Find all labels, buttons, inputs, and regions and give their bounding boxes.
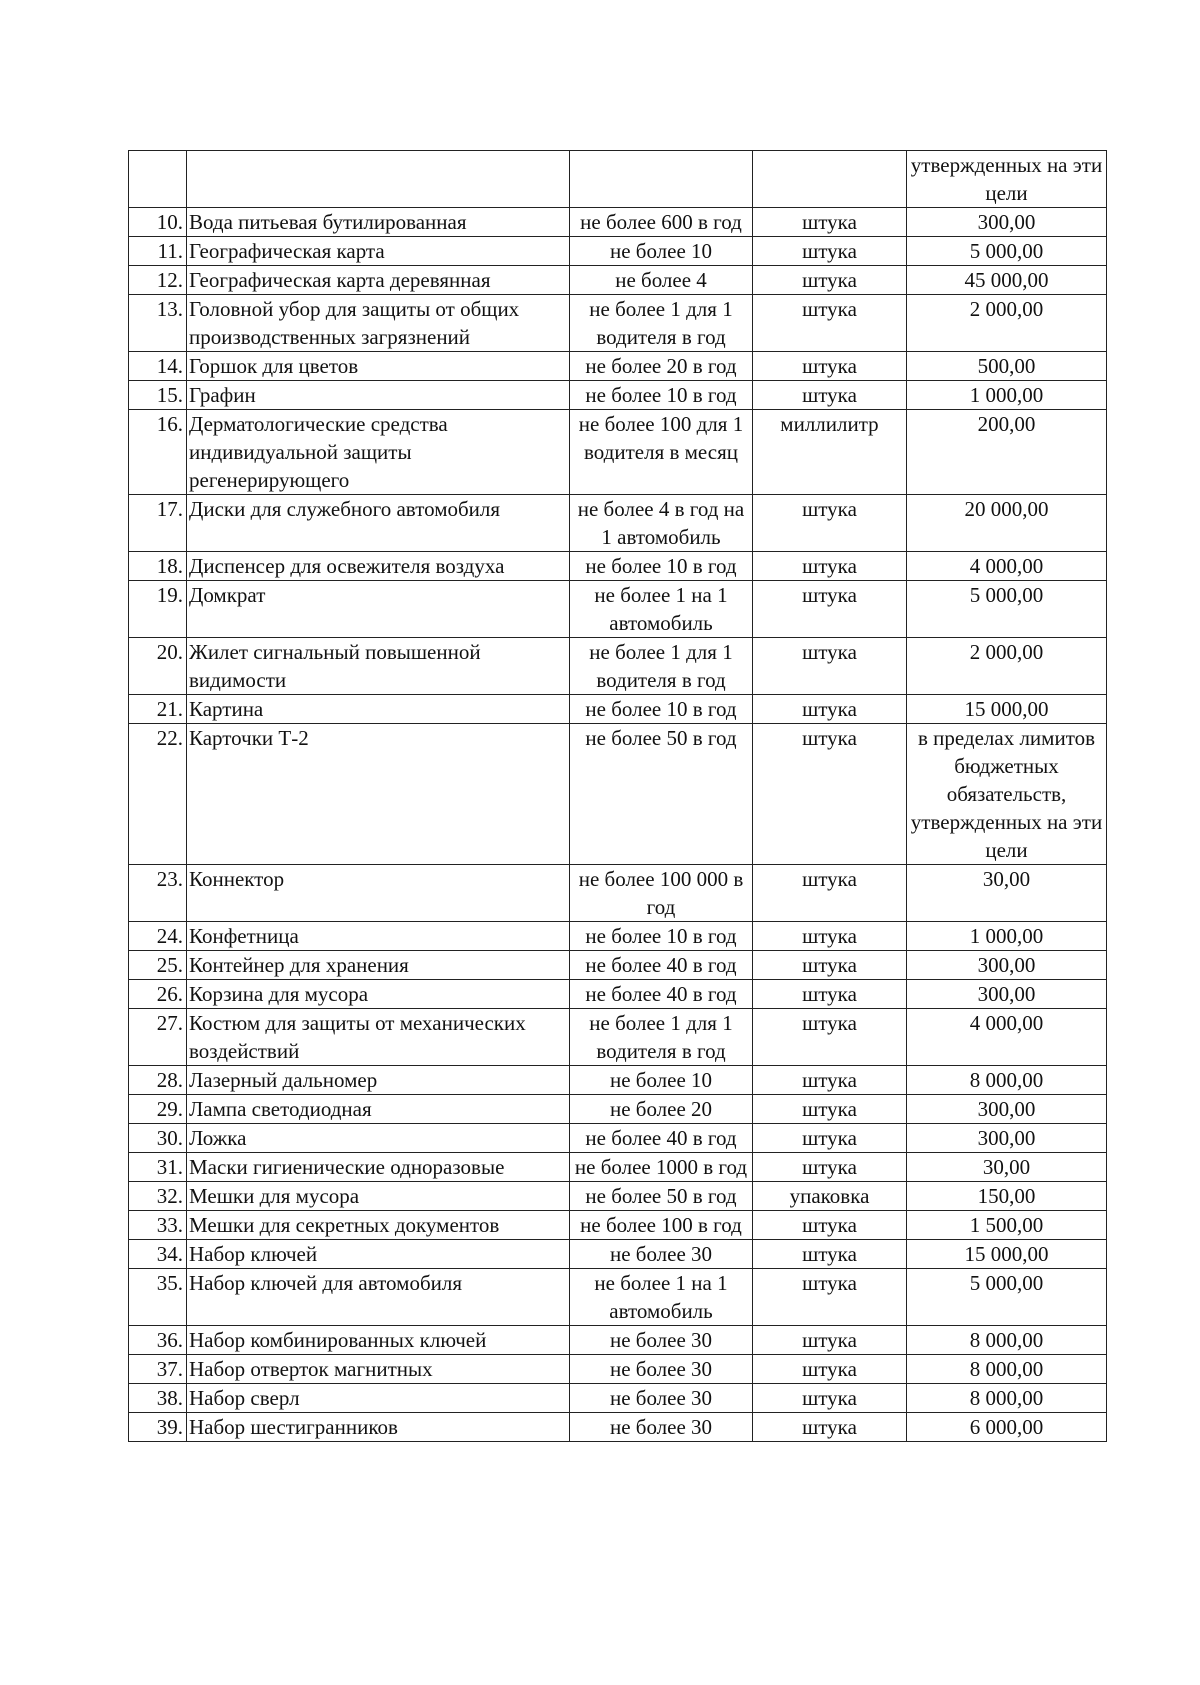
cell-price: 8 000,00: [907, 1384, 1107, 1413]
cell-price: 200,00: [907, 410, 1107, 495]
cell-num: 26.: [129, 980, 187, 1009]
cell-norm: не более 20: [570, 1095, 753, 1124]
cell-norm: не более 30: [570, 1240, 753, 1269]
cell-unit: штука: [753, 381, 907, 410]
cell-unit: штука: [753, 237, 907, 266]
cell-num: 37.: [129, 1355, 187, 1384]
cell-price: 8 000,00: [907, 1355, 1107, 1384]
table-row: [129, 208, 1107, 237]
table-row: [129, 1182, 1107, 1211]
table-row: [129, 352, 1107, 381]
cell-norm: [570, 151, 753, 208]
cell-num: 16.: [129, 410, 187, 495]
cell-num: 15.: [129, 381, 187, 410]
cell-norm: не более 4 в год на 1 автомобиль: [570, 495, 753, 552]
cell-name: Контейнер для хранения: [187, 951, 570, 980]
cell-name: Горшок для цветов: [187, 352, 570, 381]
cell-price: 4 000,00: [907, 552, 1107, 581]
cell-unit: штука: [753, 552, 907, 581]
cell-num: 24.: [129, 922, 187, 951]
cell-norm: не более 1 для 1 водителя в год: [570, 1009, 753, 1066]
table-row: [129, 1066, 1107, 1095]
cell-price: 30,00: [907, 865, 1107, 922]
cell-price: 2 000,00: [907, 638, 1107, 695]
cell-norm: не более 40 в год: [570, 980, 753, 1009]
cell-unit: штука: [753, 495, 907, 552]
cell-name: Лампа светодиодная: [187, 1095, 570, 1124]
table-row: [129, 381, 1107, 410]
cell-norm: не более 600 в год: [570, 208, 753, 237]
cell-norm: не более 30: [570, 1384, 753, 1413]
cell-name: Карточки Т-2: [187, 724, 570, 865]
items-table: [128, 150, 1107, 1442]
cell-price: 1 000,00: [907, 922, 1107, 951]
cell-unit: штука: [753, 1326, 907, 1355]
cell-num: 34.: [129, 1240, 187, 1269]
cell-num: 12.: [129, 266, 187, 295]
cell-unit: штука: [753, 352, 907, 381]
cell-num: 18.: [129, 552, 187, 581]
cell-price: 8 000,00: [907, 1066, 1107, 1095]
cell-price: 20 000,00: [907, 495, 1107, 552]
table-row: [129, 980, 1107, 1009]
table-row: [129, 865, 1107, 922]
cell-norm: не более 100 для 1 водителя в месяц: [570, 410, 753, 495]
cell-num: [129, 151, 187, 208]
cell-num: 32.: [129, 1182, 187, 1211]
cell-num: 23.: [129, 865, 187, 922]
cell-price: 45 000,00: [907, 266, 1107, 295]
cell-price: 500,00: [907, 352, 1107, 381]
table-row: [129, 581, 1107, 638]
cell-unit: штука: [753, 1153, 907, 1182]
table-row: [129, 695, 1107, 724]
cell-price: 4 000,00: [907, 1009, 1107, 1066]
cell-name: Дерматологические средства индивидуальной защиты регенерирующего: [187, 410, 570, 495]
table-row: [129, 1326, 1107, 1355]
cell-norm: не более 40 в год: [570, 951, 753, 980]
cell-unit: штука: [753, 638, 907, 695]
cell-unit: штука: [753, 951, 907, 980]
cell-num: 20.: [129, 638, 187, 695]
cell-name: Лазерный дальномер: [187, 1066, 570, 1095]
table-row: [129, 1153, 1107, 1182]
cell-norm: не более 30: [570, 1413, 753, 1442]
cell-price: 2 000,00: [907, 295, 1107, 352]
items-table-body: [129, 151, 1107, 1442]
cell-name: Мешки для мусора: [187, 1182, 570, 1211]
cell-unit: штука: [753, 1066, 907, 1095]
cell-price: 300,00: [907, 980, 1107, 1009]
table-row: [129, 951, 1107, 980]
table-row: [129, 410, 1107, 495]
cell-price: 15 000,00: [907, 695, 1107, 724]
cell-num: 29.: [129, 1095, 187, 1124]
cell-norm: не более 100 в год: [570, 1211, 753, 1240]
cell-unit: миллилитр: [753, 410, 907, 495]
cell-norm: не более 10 в год: [570, 552, 753, 581]
cell-norm: не более 30: [570, 1355, 753, 1384]
cell-num: 31.: [129, 1153, 187, 1182]
cell-unit: штука: [753, 865, 907, 922]
cell-price: 1 000,00: [907, 381, 1107, 410]
cell-name: Географическая карта: [187, 237, 570, 266]
cell-num: 11.: [129, 237, 187, 266]
cell-norm: не более 10: [570, 237, 753, 266]
cell-norm: не более 1 на 1 автомобиль: [570, 1269, 753, 1326]
cell-name: Головной убор для защиты от общих производственных загрязнений: [187, 295, 570, 352]
table-row: [129, 1009, 1107, 1066]
cell-name: Мешки для секретных документов: [187, 1211, 570, 1240]
cell-norm: не более 1000 в год: [570, 1153, 753, 1182]
table-row: [129, 237, 1107, 266]
cell-num: 13.: [129, 295, 187, 352]
cell-norm: не более 1 на 1 автомобиль: [570, 581, 753, 638]
cell-norm: не более 50 в год: [570, 724, 753, 865]
cell-norm: не более 10 в год: [570, 381, 753, 410]
cell-norm: не более 1 для 1 водителя в год: [570, 638, 753, 695]
table-row: [129, 1269, 1107, 1326]
cell-price: 15 000,00: [907, 1240, 1107, 1269]
cell-name: Костюм для защиты от механических воздействий: [187, 1009, 570, 1066]
cell-norm: не более 50 в год: [570, 1182, 753, 1211]
cell-norm: не более 40 в год: [570, 1124, 753, 1153]
cell-name: Набор сверл: [187, 1384, 570, 1413]
cell-name: Коннектор: [187, 865, 570, 922]
table-row: [129, 295, 1107, 352]
cell-name: Конфетница: [187, 922, 570, 951]
cell-name: Набор ключей: [187, 1240, 570, 1269]
cell-unit: штука: [753, 1384, 907, 1413]
cell-unit: штука: [753, 724, 907, 865]
cell-norm: не более 10: [570, 1066, 753, 1095]
cell-price: 300,00: [907, 1124, 1107, 1153]
cell-name: Диски для служебного автомобиля: [187, 495, 570, 552]
cell-unit: штука: [753, 1211, 907, 1240]
table-row: [129, 724, 1107, 865]
cell-unit: штука: [753, 695, 907, 724]
continuation-row: [129, 151, 1107, 208]
cell-name: Географическая карта деревянная: [187, 266, 570, 295]
cell-num: 21.: [129, 695, 187, 724]
cell-unit: штука: [753, 208, 907, 237]
cell-name: Маски гигиенические одноразовые: [187, 1153, 570, 1182]
cell-num: 33.: [129, 1211, 187, 1240]
cell-unit: штука: [753, 295, 907, 352]
cell-num: 27.: [129, 1009, 187, 1066]
cell-name: Набор комбинированных ключей: [187, 1326, 570, 1355]
cell-norm: не более 1 для 1 водителя в год: [570, 295, 753, 352]
table-row: [129, 1211, 1107, 1240]
cell-norm: не более 100 000 в год: [570, 865, 753, 922]
cell-unit: штука: [753, 980, 907, 1009]
table-row: [129, 495, 1107, 552]
cell-price: 1 500,00: [907, 1211, 1107, 1240]
cell-num: 30.: [129, 1124, 187, 1153]
table-row: [129, 1355, 1107, 1384]
cell-norm: не более 4: [570, 266, 753, 295]
cell-price: 5 000,00: [907, 237, 1107, 266]
cell-unit: штука: [753, 1355, 907, 1384]
cell-price: 300,00: [907, 951, 1107, 980]
cell-unit: штука: [753, 266, 907, 295]
cell-price: 5 000,00: [907, 581, 1107, 638]
table-row: [129, 552, 1107, 581]
cell-price: 8 000,00: [907, 1326, 1107, 1355]
cell-num: 38.: [129, 1384, 187, 1413]
cell-unit: штука: [753, 1009, 907, 1066]
cell-unit: штука: [753, 1269, 907, 1326]
cell-num: 10.: [129, 208, 187, 237]
cell-name: Домкрат: [187, 581, 570, 638]
table-row: [129, 922, 1107, 951]
cell-norm: не более 10 в год: [570, 922, 753, 951]
table-row: [129, 1240, 1107, 1269]
cell-unit: штука: [753, 1413, 907, 1442]
cell-name: Жилет сигнальный повышенной видимости: [187, 638, 570, 695]
cell-price: 300,00: [907, 208, 1107, 237]
cell-norm: не более 10 в год: [570, 695, 753, 724]
cell-num: 14.: [129, 352, 187, 381]
cell-num: 25.: [129, 951, 187, 980]
cell-price: 30,00: [907, 1153, 1107, 1182]
cell-num: 35.: [129, 1269, 187, 1326]
cell-price: утвержденных на эти цели: [907, 151, 1107, 208]
cell-norm: не более 20 в год: [570, 352, 753, 381]
cell-name: Ложка: [187, 1124, 570, 1153]
cell-unit: штука: [753, 922, 907, 951]
cell-unit: штука: [753, 1124, 907, 1153]
cell-name: Набор шестигранников: [187, 1413, 570, 1442]
cell-name: Набор отверток магнитных: [187, 1355, 570, 1384]
cell-name: Диспенсер для освежителя воздуха: [187, 552, 570, 581]
table-row: [129, 1095, 1107, 1124]
cell-price: 150,00: [907, 1182, 1107, 1211]
cell-unit: штука: [753, 1240, 907, 1269]
table-row: [129, 638, 1107, 695]
cell-num: 39.: [129, 1413, 187, 1442]
cell-num: 36.: [129, 1326, 187, 1355]
table-row: [129, 1413, 1107, 1442]
cell-name: Набор ключей для автомобиля: [187, 1269, 570, 1326]
cell-norm: не более 30: [570, 1326, 753, 1355]
cell-name: Графин: [187, 381, 570, 410]
cell-name: [187, 151, 570, 208]
cell-num: 17.: [129, 495, 187, 552]
cell-unit: [753, 151, 907, 208]
cell-price: 300,00: [907, 1095, 1107, 1124]
cell-price: 5 000,00: [907, 1269, 1107, 1326]
cell-name: Картина: [187, 695, 570, 724]
cell-num: 22.: [129, 724, 187, 865]
cell-price: в пределах лимитов бюджетных обязательств, утвержденных на эти цели: [907, 724, 1107, 865]
table-row: [129, 266, 1107, 295]
cell-unit: штука: [753, 1095, 907, 1124]
cell-name: Вода питьевая бутилированная: [187, 208, 570, 237]
cell-unit: упаковка: [753, 1182, 907, 1211]
table-row: [129, 1384, 1107, 1413]
cell-price: 6 000,00: [907, 1413, 1107, 1442]
cell-name: Корзина для мусора: [187, 980, 570, 1009]
table-row: [129, 1124, 1107, 1153]
cell-num: 19.: [129, 581, 187, 638]
cell-num: 28.: [129, 1066, 187, 1095]
cell-unit: штука: [753, 581, 907, 638]
